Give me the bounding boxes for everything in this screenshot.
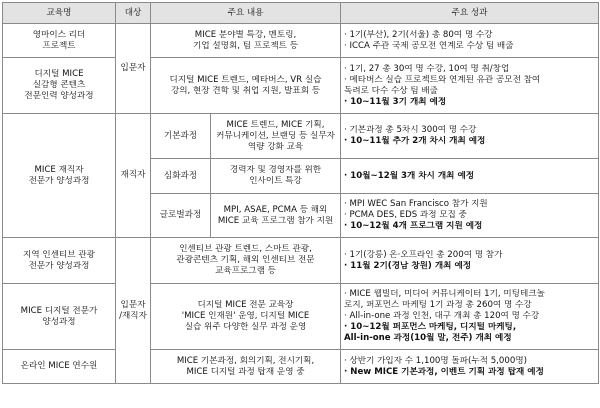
header-row [3, 3, 599, 24]
result-cell: · 기본과정 총 5차시 300여 명 수강 · 10~11월 추가 2개 차시 개최 예정 [341, 114, 599, 159]
education-program-table [2, 2, 599, 384]
header-content: 주요 내용 [151, 3, 341, 24]
table-row [3, 114, 599, 159]
content-cell: MPI, ASAE, PCMA 등 해외 MICE 교육 프로그램 참가 지원 [211, 194, 341, 238]
program-name: 디지털 MICE 실감형 콘텐츠 전문인력 양성과정 [3, 58, 116, 114]
program-name: MICE 디지털 전문가 양성과정 [3, 284, 116, 350]
result-cell: · 1기(강릉) 온·오프라인 총 200여 명 참가 · 11월 2기(경남 창원) 개최 예정 [341, 238, 599, 284]
target-cell: 입문자 /재직자 [116, 238, 151, 384]
result-cell: · 1기(부산), 2기(서울) 총 80여 명 수강 · ICCA 주관 국제 공모전 연계로 수상 팀 배출 [341, 24, 599, 58]
content-cell: 인센티브 관광 트렌드, 스마트 관광, 관광콘텐츠 기획, 해외 인센티브 전문 교육프로그램 등 [151, 238, 341, 284]
content-cell: 디지털 MICE 전문 교육장 'MICE 인재원' 운영, 디지털 MICE 실습 위주 다양한 실무 과정 운영 [151, 284, 341, 350]
content-cell: MICE 트렌드, MICE 기획, 커뮤니케이션, 브랜딩 등 실무자 역량 강화 교육 [211, 114, 341, 159]
table-row [3, 350, 599, 384]
table-row [3, 284, 599, 350]
result-cell: · 1기, 27 총 30여 명 수강, 10여 명 취/창업 · 메타버스 실습 프로젝트와 연계된 유관 공모전 참여 독려로 다수 수상 팀 배출 · 10~11월 3기 개최 예정 [341, 58, 599, 114]
result-cell: · 10월~12월 3개 차시 개최 예정 [341, 159, 599, 194]
sub-course-label: 기본과정 [151, 114, 211, 159]
result-cell: · MICE 웹빌더, 미디어 커뮤니케이터 1기, 미팅테크놀 로지, 퍼포먼스 마케팅 1기 과정 총 260여 명 수강 · All-in-one 과정 인천, 대구 개최 총 120여 명 수강 · 10~12월 퍼포먼스 마케팅, 디지털 마케팅, All-in-one 과정(10월 말, 전주) 개최 예정 [341, 284, 599, 350]
program-name: 영마이스 리더 프로젝트 [3, 24, 116, 58]
content-cell: MICE 분야별 특강, 멘토링, 기업 설명회, 팀 프로젝트 등 [151, 24, 341, 58]
header-target: 대상 [116, 3, 151, 24]
result-cell: · MPI WEC San Francisco 참가 지원 · PCMA DES, EDS 과정 모집 중 · 10~12월 4개 프로그램 지원 예정 [341, 194, 599, 238]
table-row [3, 58, 599, 114]
result-cell: · 상반기 가입자 수 1,100명 돌파(누적 5,000명) · New MICE 기본과정, 이벤트 기획 과정 탑재 예정 [341, 350, 599, 384]
sub-course-label: 글로벌과정 [151, 194, 211, 238]
table-row [3, 24, 599, 58]
header-result: 주요 성과 [341, 3, 599, 24]
target-cell: 입문자 [116, 24, 151, 114]
table-row [3, 238, 599, 284]
target-cell: 재직자 [116, 114, 151, 238]
content-cell: 경력자 및 경영자를 위한 인사이트 특강 [211, 159, 341, 194]
header-program: 교육명 [3, 3, 116, 24]
program-name: 지역 인센티브 관광 전문가 양성과정 [3, 238, 116, 284]
content-cell: 디지털 MICE 트렌드, 메타버스, VR 실습 강의, 현장 견학 및 취업 지원, 발표회 등 [151, 58, 341, 114]
program-name: MICE 재직자 전문가 양성과정 [3, 114, 116, 238]
sub-course-label: 심화과정 [151, 159, 211, 194]
content-cell: MICE 기본과정, 회의기획, 전시기획, MICE 디지털 과정 탑재 운영 중 [151, 350, 341, 384]
program-name: 온라인 MICE 연수원 [3, 350, 116, 384]
